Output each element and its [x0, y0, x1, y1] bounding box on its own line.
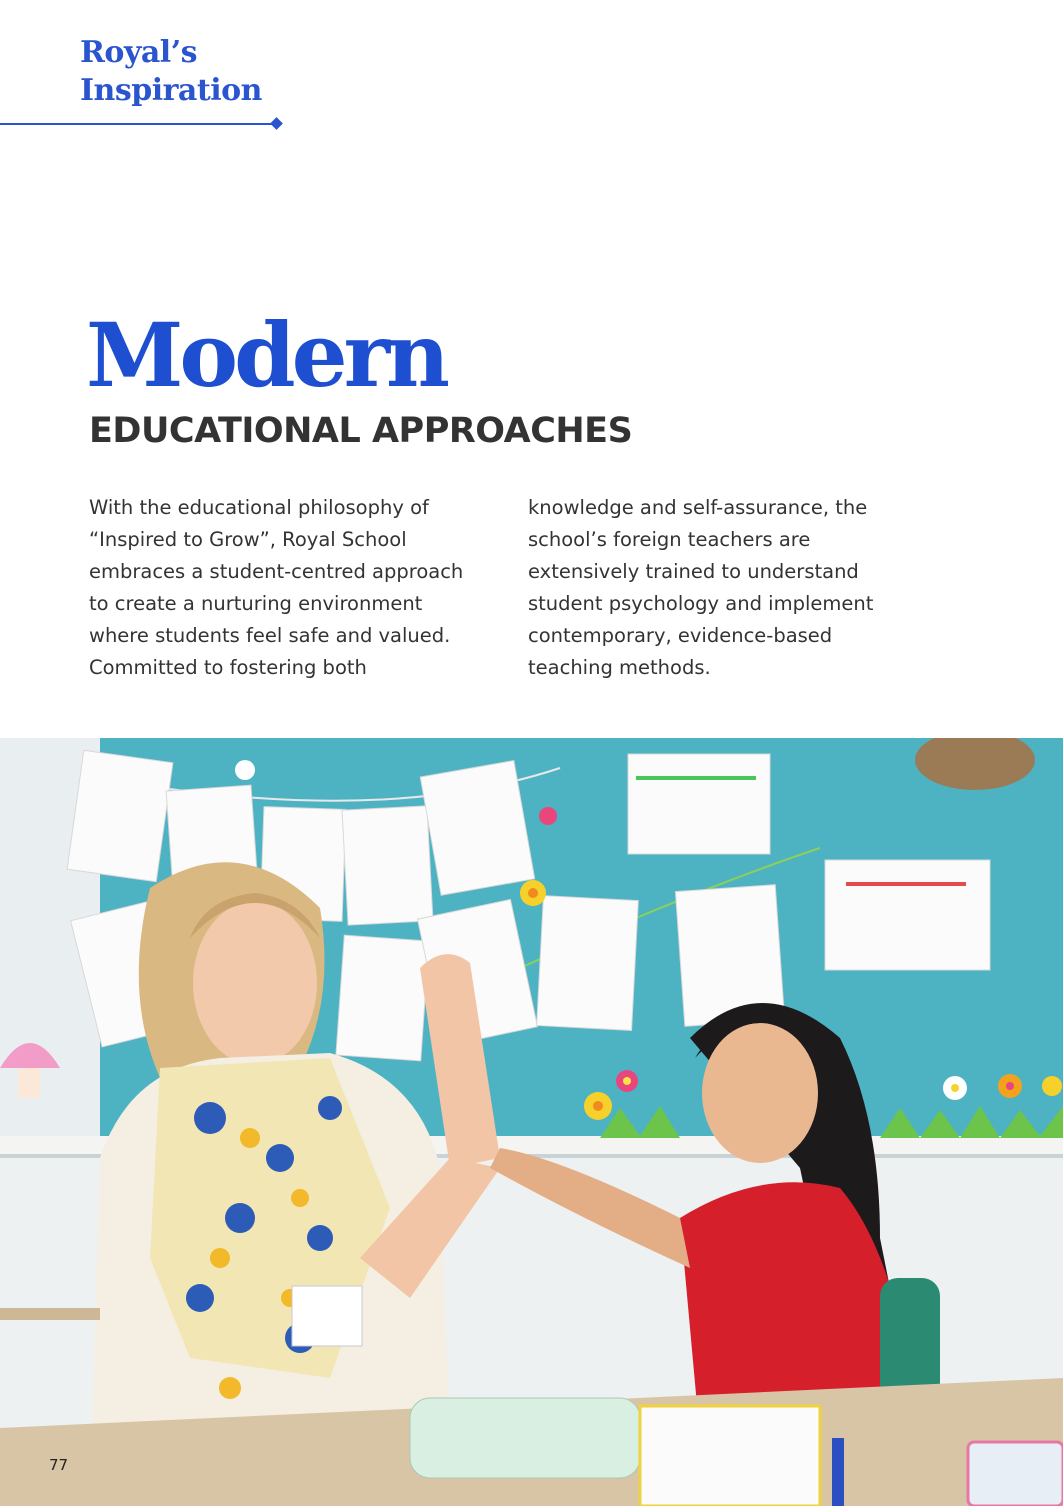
page-number: 77 [49, 1456, 69, 1474]
diamond-icon [270, 117, 283, 130]
brand-line-2: Inspiration [80, 73, 262, 108]
brand-line-1: Royal’s [80, 35, 198, 70]
brand-divider [0, 123, 277, 125]
brand-title [80, 34, 262, 110]
page-subtitle: EDUCATIONAL APPROACHES [89, 411, 633, 451]
body-text-left: With the educational philosophy of “Inspired to Grow”, Royal School embraces a student-centred approach to create a nurturing environment where students feel safe and valued. Committed to fostering both [89, 496, 464, 679]
page-title: Modern [86, 303, 446, 407]
classroom-photo [0, 738, 1063, 1506]
body-text-right: knowledge and self-assurance, the school’s foreign teachers are extensively trained to understand student psychology and implement contemporary, evidence-based teaching methods. [528, 496, 874, 679]
